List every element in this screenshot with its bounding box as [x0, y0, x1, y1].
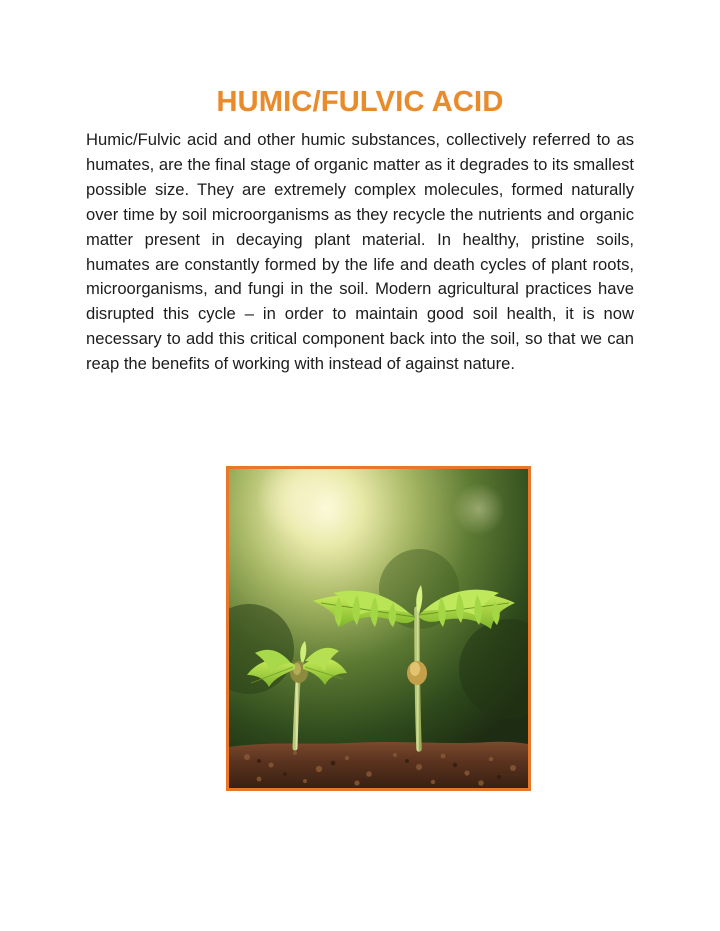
body-paragraph: Humic/Fulvic acid and other humic substances, collectively referred to as humates, are the final stage of organic matter as it degrades to its smallest possible size. They are extremely complex molecules, formed naturally over time by soil microorganisms as they recycle the nutrients and organic matter present in decaying plant material. In healthy, pristine soils, humates are constantly formed by the life and death cycles of plant roots, microorganisms, and fungi in the soil. Modern agricultural practices have disrupted this cycle – in order to maintain good soil health, it is now necessary to add this critical component back into the soil, so that we can reap the benefits of working with instead of against nature.	[86, 130, 634, 374]
seedling-illustration	[229, 469, 528, 788]
seedling-photo	[226, 466, 531, 791]
page-title: HUMIC/FULVIC ACID	[216, 86, 504, 118]
